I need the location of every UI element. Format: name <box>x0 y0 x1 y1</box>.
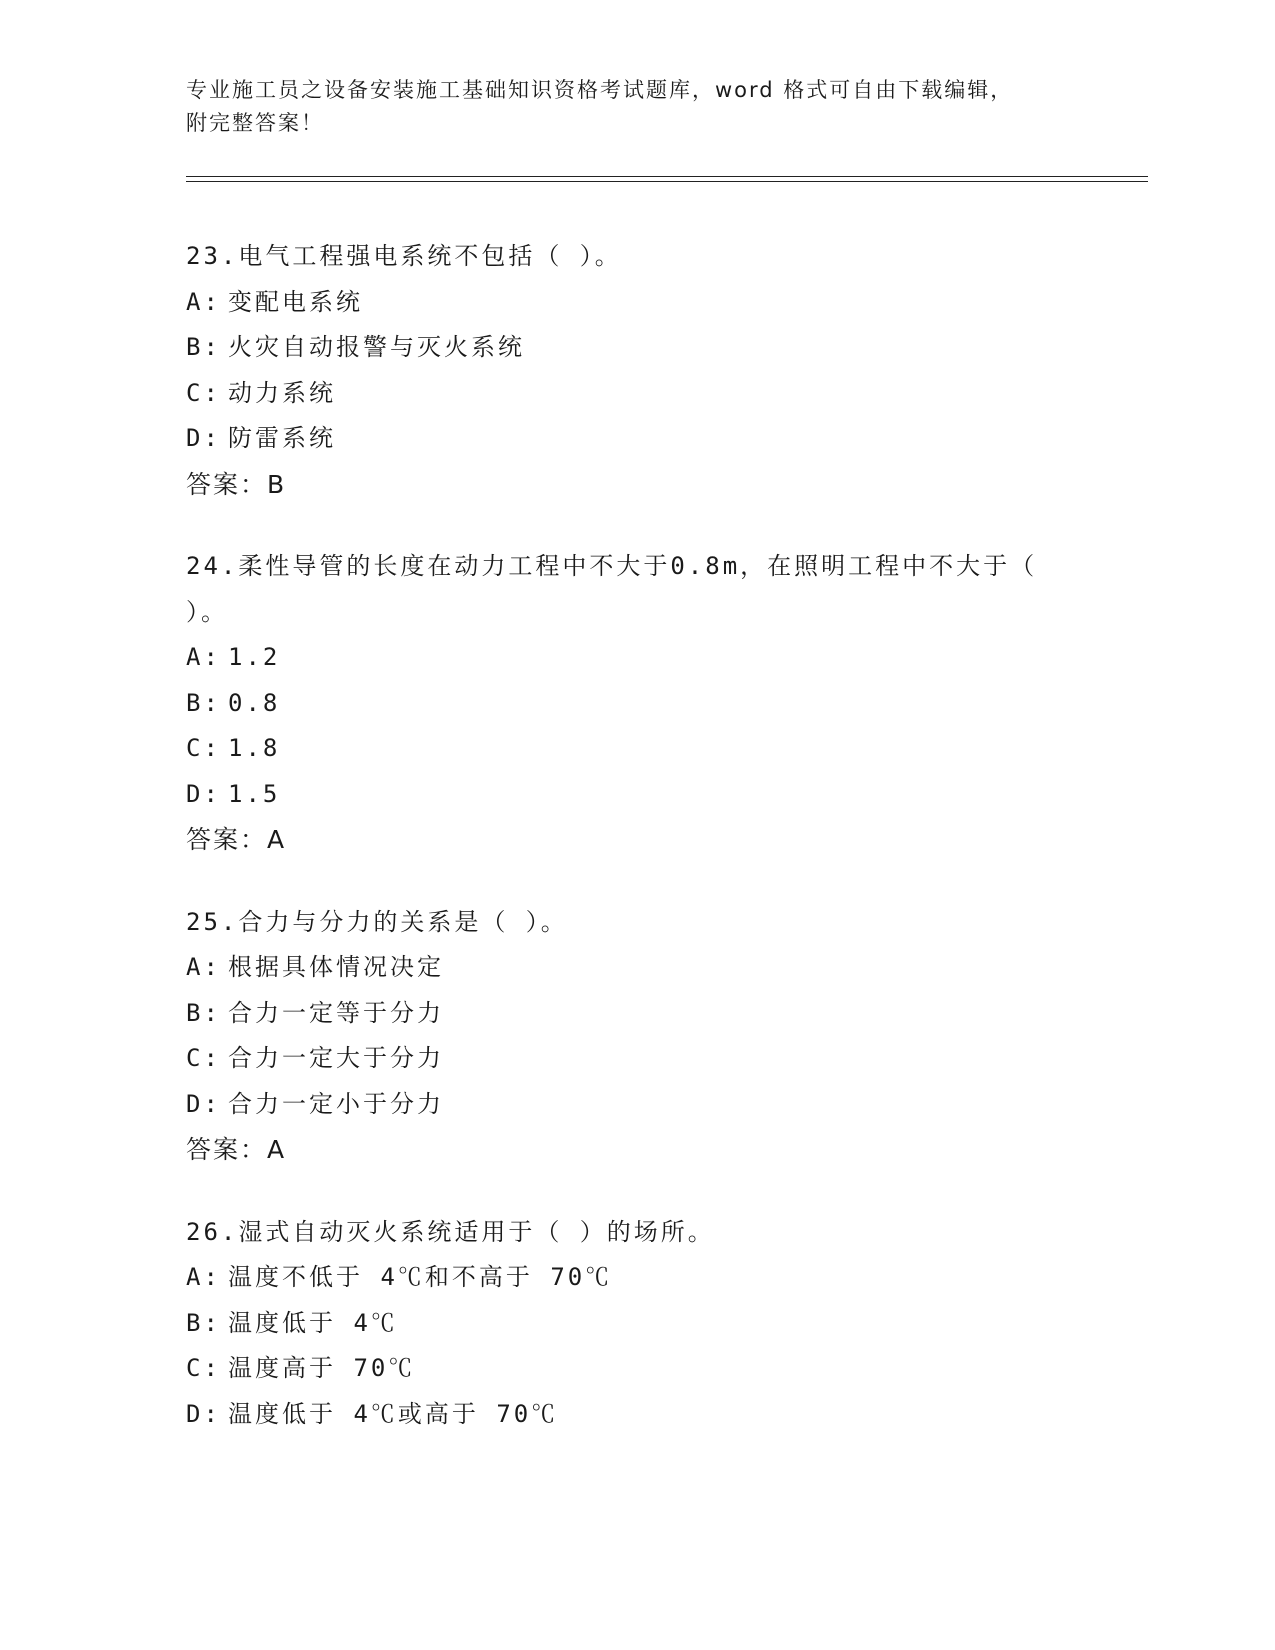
option-letter: C: <box>186 378 221 407</box>
option-c <box>186 1036 1086 1082</box>
header-title-line-1: 专业施工员之设备安装施工基础知识资格考试题库，word 格式可自由下载编辑， <box>186 78 1014 102</box>
answer-line <box>186 1127 1086 1173</box>
question-25 <box>186 900 1086 1173</box>
answer-label: 答案： <box>186 825 268 854</box>
option-d <box>186 416 1086 462</box>
answer-label: 答案： <box>186 469 268 499</box>
option-text: 温度高于 70℃ <box>228 1354 416 1382</box>
question-list <box>186 234 1086 1474</box>
answer-line <box>186 817 1086 863</box>
option-a <box>186 635 1086 681</box>
option-text: 合力一定大于分力 <box>228 1044 444 1072</box>
option-text: 根据具体情况决定 <box>228 953 444 981</box>
header-title-line-2: 附完整答案！ <box>186 111 324 135</box>
option-text: 合力一定等于分力 <box>228 998 444 1027</box>
answer-value: A <box>267 825 286 854</box>
option-letter: C: <box>186 1044 221 1072</box>
option-text: 0.8 <box>228 688 281 717</box>
option-b <box>186 1301 1086 1347</box>
question-stem: 24.柔性导管的长度在动力工程中不大于0.8m，在照明工程中不大于（ ）。 <box>186 552 1038 626</box>
option-letter: B: <box>186 688 221 717</box>
option-b <box>186 991 1086 1037</box>
option-text: 1.2 <box>228 643 281 671</box>
option-text: 温度不低于 4℃和不高于 70℃ <box>228 1263 613 1291</box>
option-letter: A: <box>186 287 221 316</box>
option-text: 火灾自动报警与灭火系统 <box>228 333 525 361</box>
option-a <box>186 280 1086 326</box>
option-text: 1.8 <box>228 734 281 762</box>
answer-line <box>186 462 1086 508</box>
question-stem: 25.合力与分力的关系是（ ）。 <box>186 907 568 936</box>
document-header <box>186 74 1086 140</box>
option-d <box>186 1082 1086 1128</box>
option-letter: B: <box>186 1308 221 1337</box>
answer-label: 答案： <box>186 1135 268 1164</box>
question-23 <box>186 234 1086 507</box>
option-letter: D: <box>186 1089 221 1118</box>
question-26 <box>186 1210 1086 1438</box>
option-c <box>186 1346 1086 1392</box>
option-letter: D: <box>186 1399 221 1428</box>
option-text: 温度低于 4℃ <box>228 1308 398 1337</box>
option-letter: A: <box>186 953 221 981</box>
option-c <box>186 371 1086 417</box>
option-letter: C: <box>186 1354 221 1382</box>
option-b <box>186 325 1086 371</box>
option-text: 1.5 <box>228 779 281 808</box>
option-letter: D: <box>186 779 221 808</box>
option-text: 温度低于 4℃或高于 70℃ <box>228 1399 559 1428</box>
option-text: 变配电系统 <box>228 287 363 316</box>
option-letter: A: <box>186 643 221 671</box>
question-24 <box>186 544 1086 863</box>
option-letter: D: <box>186 424 221 452</box>
header-divider-bottom <box>186 181 1148 182</box>
answer-value: A <box>267 1135 286 1164</box>
question-stem: 23.电气工程强电系统不包括（ ）。 <box>186 242 622 270</box>
option-text: 动力系统 <box>228 378 336 407</box>
option-b <box>186 681 1086 727</box>
option-d <box>186 1392 1086 1438</box>
option-letter: B: <box>186 998 221 1027</box>
option-letter: A: <box>186 1263 221 1291</box>
answer-value: B <box>267 469 286 499</box>
option-d <box>186 772 1086 818</box>
option-text: 合力一定小于分力 <box>228 1089 444 1118</box>
option-text: 防雷系统 <box>228 424 336 452</box>
option-c <box>186 726 1086 772</box>
option-letter: C: <box>186 734 221 762</box>
header-divider-top <box>186 176 1148 177</box>
question-stem: 26.湿式自动灭火系统适用于（ ）的场所。 <box>186 1217 715 1246</box>
option-a <box>186 1255 1086 1301</box>
option-letter: B: <box>186 333 221 361</box>
option-a <box>186 945 1086 991</box>
